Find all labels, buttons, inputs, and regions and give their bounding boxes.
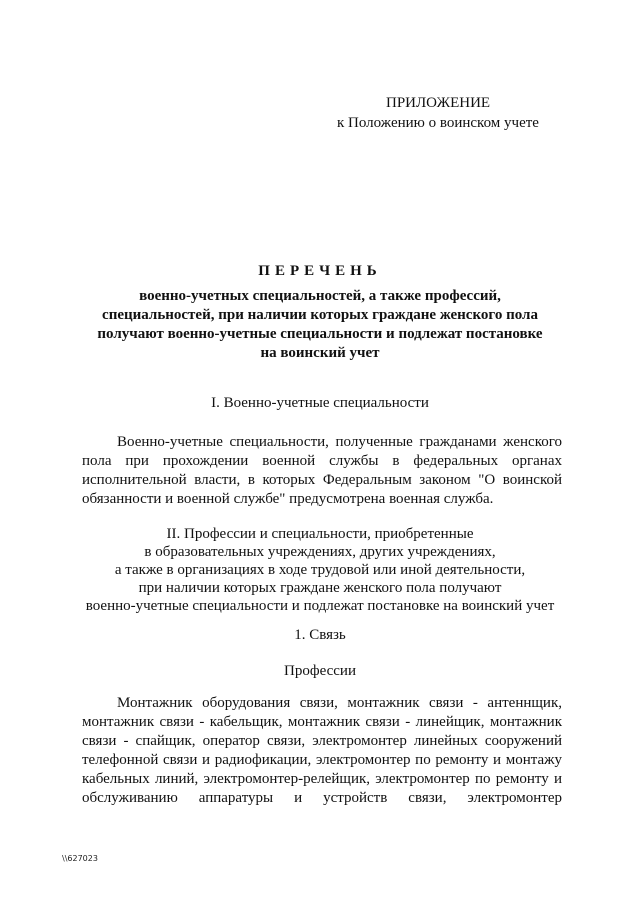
paragraph-line: пола при прохождении военной службы в федеральных органах xyxy=(82,453,562,469)
section-1-title: I. Военно-учетные специальности xyxy=(211,395,429,411)
subsection-title: 1. Связь xyxy=(294,627,346,643)
section-2-title-line: II. Профессии и специальности, приобретенные xyxy=(166,526,474,542)
paragraph-line: Военно-учетные специальности, полученные гражданами женского xyxy=(117,434,562,450)
section-1-paragraph xyxy=(82,433,562,509)
paragraph-line: обязанности и военной службе" предусмотрена военная служба. xyxy=(82,491,494,507)
section-2-title-line: при наличии которых граждане женского пола получают xyxy=(138,580,502,596)
paragraph-line: связи - спайщик, оператор связи, электромонтер линейных сооружений xyxy=(82,733,562,749)
paragraph-line: обслуживанию аппаратуры и устройств связи, электромонтер xyxy=(82,790,562,806)
appendix-label: ПРИЛОЖЕНИЕ xyxy=(386,95,491,111)
title-line: на воинский учет xyxy=(260,345,380,361)
title-heading: ПЕРЕЧЕНЬ xyxy=(258,263,382,279)
appendix-reference: к Положению о воинском учете xyxy=(337,115,539,131)
paragraph-line: исполнительной власти, в которых Федеральным законом "О воинской xyxy=(82,472,562,488)
professions-title: Профессии xyxy=(284,663,356,679)
appendix-header xyxy=(300,93,550,133)
section-2-title-line: военно-учетные специальности и подлежат постановке на воинский учет xyxy=(85,598,555,614)
title-line: военно-учетных специальностей, а также профессий, xyxy=(139,288,501,304)
document-code: \\627023 xyxy=(62,854,98,863)
professions-paragraph xyxy=(82,694,562,808)
document-title xyxy=(60,262,580,363)
paragraph-line: монтажник связи - кабельщик, монтажник связи - линейщик, монтажник xyxy=(82,714,562,730)
paragraph-line: телефонной связи и радиофикации, электромонтер по ремонту и монтажу xyxy=(82,752,562,768)
paragraph-line: кабельных линий, электромонтер-релейщик, электромонтер по ремонту и xyxy=(82,771,562,787)
title-line: получают военно-учетные специальности и подлежат постановке xyxy=(97,326,543,342)
title-line: специальностей, при наличии которых граждане женского пола xyxy=(102,307,538,323)
section-2-title-line: в образовательных учреждениях, других учреждениях, xyxy=(144,544,496,560)
paragraph-line: Монтажник оборудования связи, монтажник связи - антеннщик, xyxy=(117,695,562,711)
section-2-title xyxy=(60,525,580,615)
section-2-title-line: а также в организациях в ходе трудовой или иной деятельности, xyxy=(114,562,526,578)
